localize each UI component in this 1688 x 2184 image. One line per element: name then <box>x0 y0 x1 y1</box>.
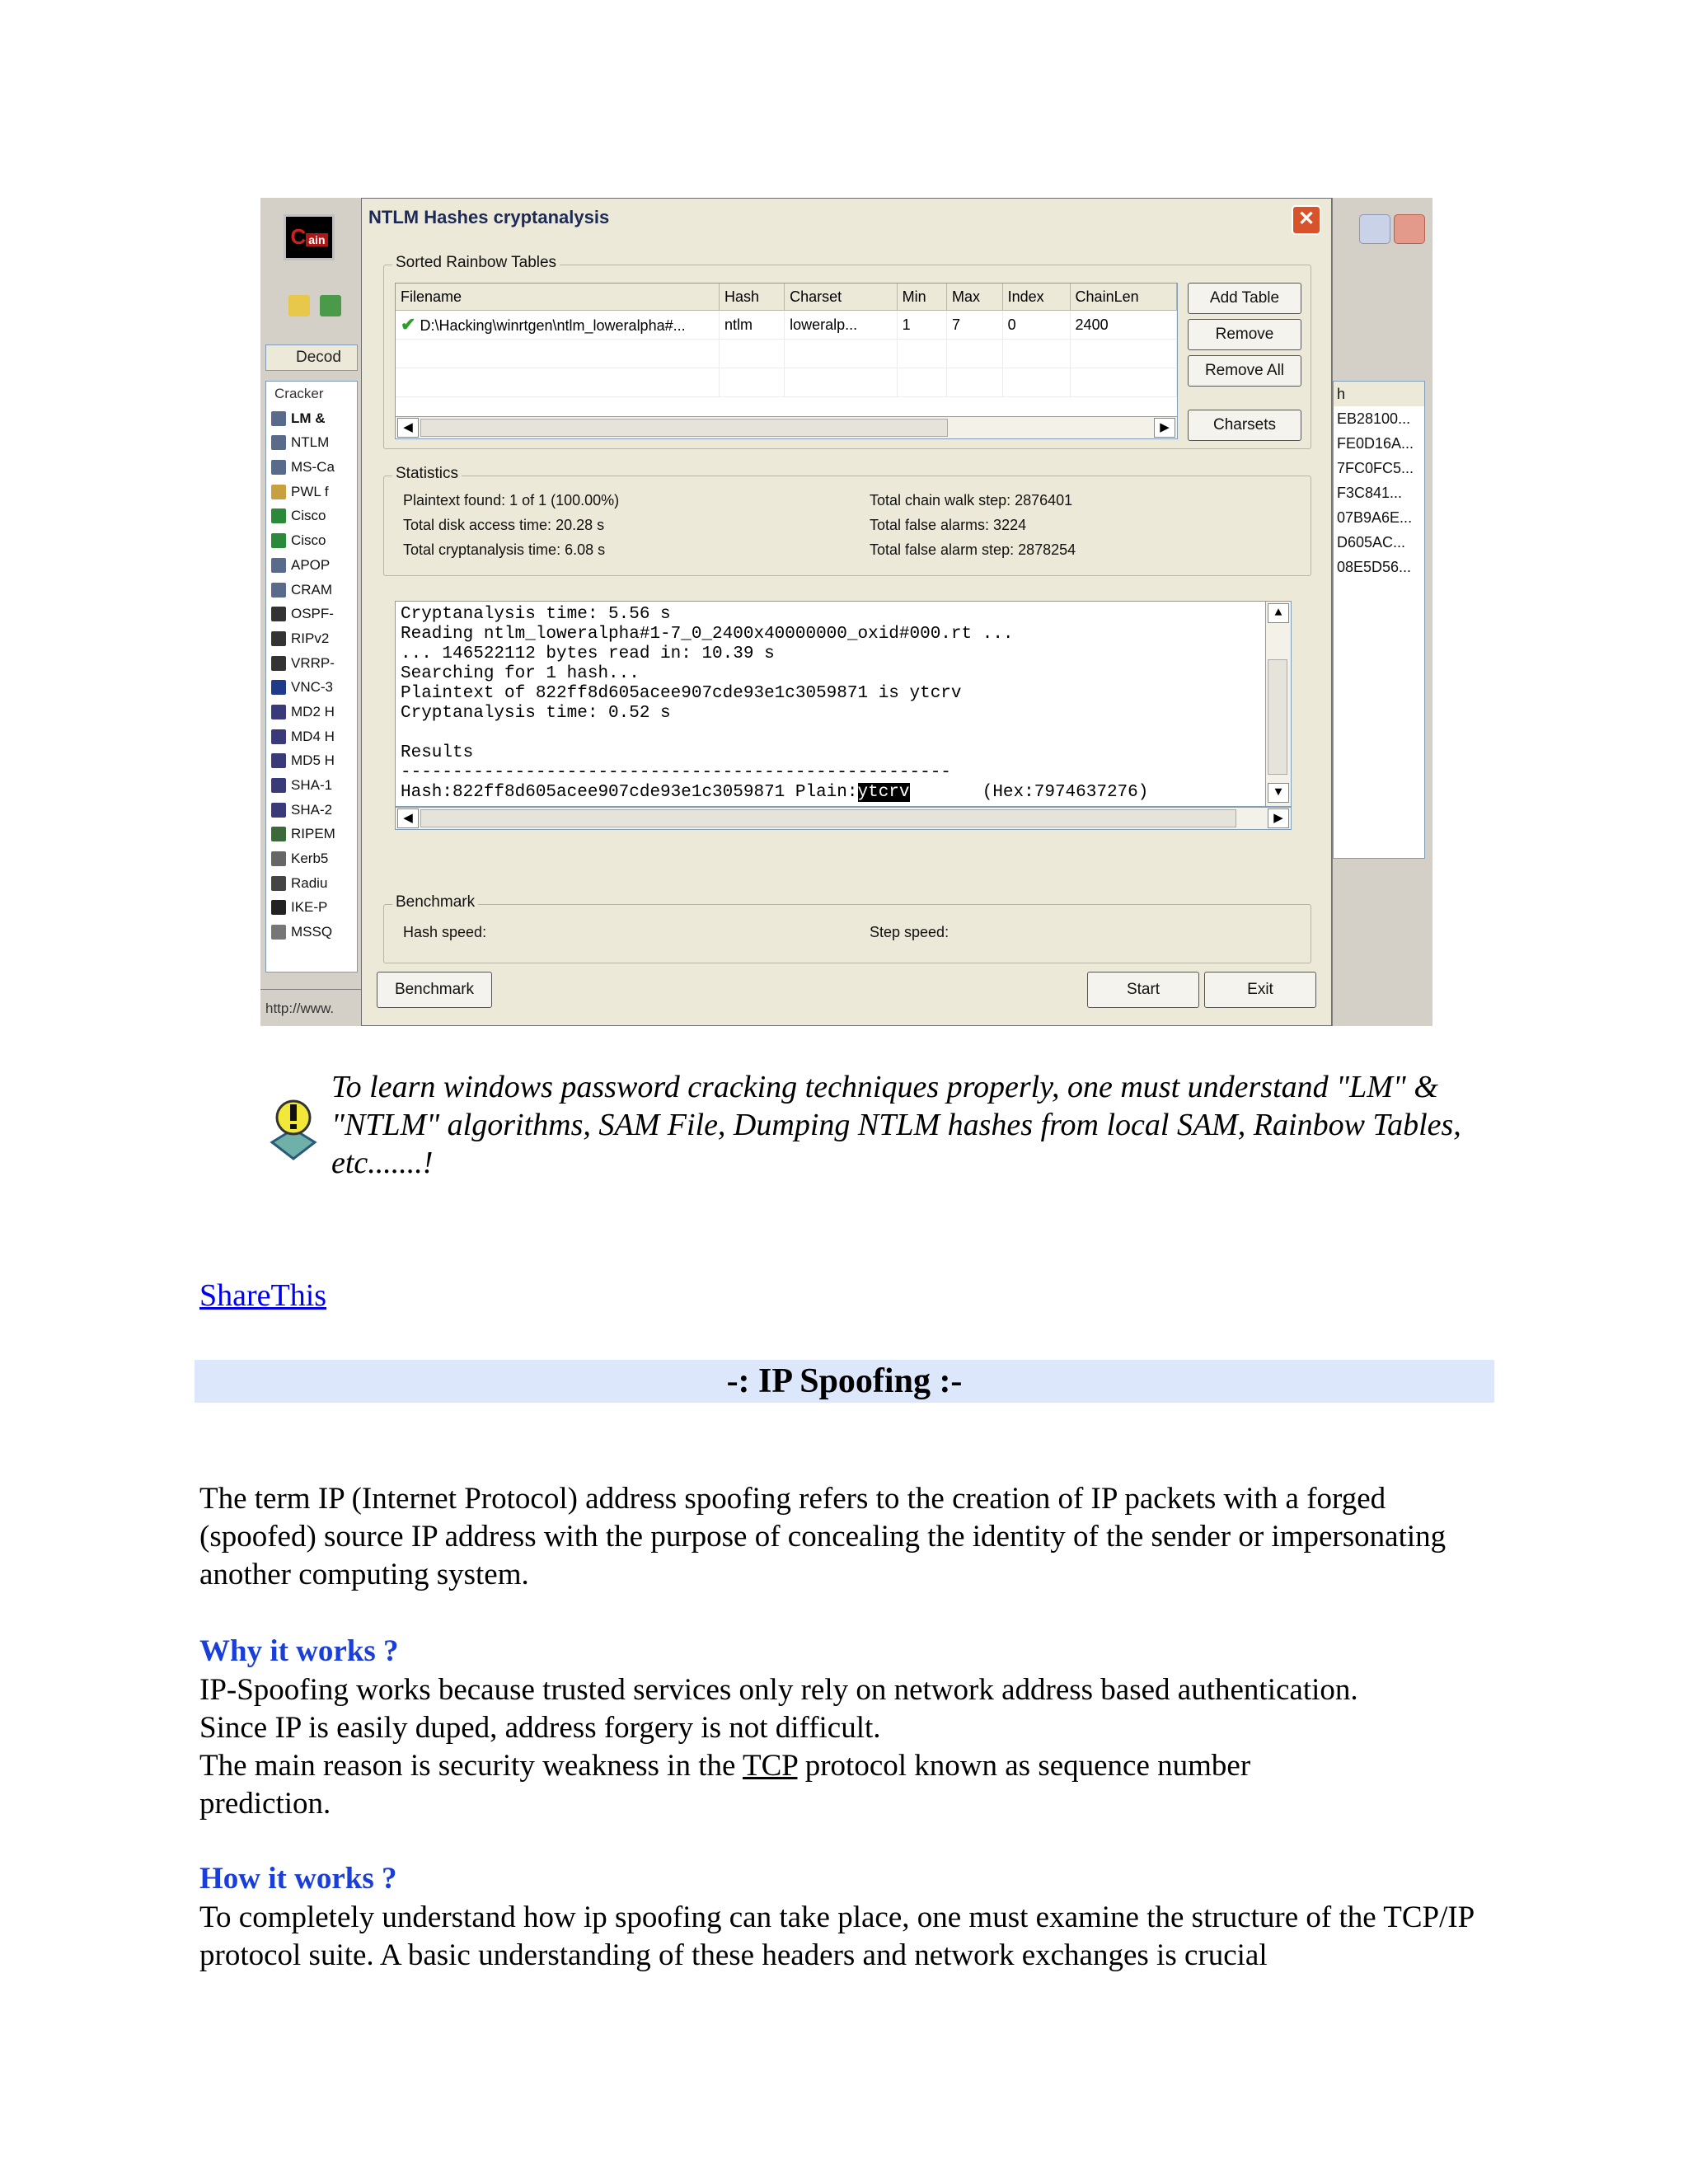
tree-item[interactable]: SHA-2 <box>266 798 357 823</box>
cell-min: 1 <box>897 311 946 340</box>
hash-speed: Hash speed: <box>403 924 487 940</box>
log-vscrollbar[interactable] <box>1265 602 1291 806</box>
cell-hash: ntlm <box>720 311 785 340</box>
column-index[interactable]: Index <box>1002 284 1070 311</box>
scroll-right-icon[interactable]: ▶ <box>1154 418 1175 438</box>
cell-index: 0 <box>1002 311 1070 340</box>
intro-paragraph: The term IP (Internet Protocol) address spoofing refers to the creation of IP packets with a forged (spoofed) source IP address with the purpose of concealing the identity of the sender or impersonating another computing system. <box>199 1482 1447 1591</box>
cram-icon <box>271 583 286 598</box>
tree-item[interactable]: Kerb5 <box>266 846 357 871</box>
tree-item[interactable]: MD5 H <box>266 748 357 773</box>
hash-cell[interactable]: F3C841... <box>1337 485 1403 501</box>
false-alarms: Total false alarms: 3224 <box>870 517 1027 533</box>
tree-item[interactable]: MSSQ <box>266 920 357 944</box>
rainbow-tables-list[interactable] <box>395 283 1178 438</box>
maximize-icon[interactable] <box>1359 214 1390 244</box>
tree-item[interactable]: MS-Ca <box>266 455 357 480</box>
md4-icon <box>271 729 286 744</box>
cell-chainlen: 2400 <box>1070 311 1176 340</box>
column-min[interactable]: Min <box>897 284 946 311</box>
column-chainlen[interactable]: ChainLen <box>1070 284 1176 311</box>
ripemd-icon <box>271 827 286 841</box>
sha2-icon <box>271 803 286 818</box>
rip-icon <box>271 631 286 646</box>
decoders-tab-label: Decod <box>296 349 341 366</box>
cell-charset: loweralp... <box>785 311 898 340</box>
tree-item[interactable]: Cisco <box>266 528 357 553</box>
cain-logo: C ain <box>284 214 335 260</box>
tree-item[interactable]: NTLM <box>266 430 357 455</box>
chain-walk-step: Total chain walk step: 2876401 <box>870 492 1073 509</box>
cisco-icon <box>271 533 286 548</box>
cryptanalysis-time: Total cryptanalysis time: 6.08 s <box>403 541 606 558</box>
dialog-title: NTLM Hashes cryptanalysis <box>368 207 610 227</box>
start-button[interactable]: Start <box>1087 972 1199 1008</box>
add-table-button[interactable]: Add Table <box>1188 283 1301 314</box>
window-controls <box>1359 214 1428 244</box>
why-line-2: Since IP is easily duped, address forgery is not difficult. <box>199 1711 881 1745</box>
scroll-right-icon[interactable]: ▶ <box>1268 808 1289 828</box>
group-label: Benchmark <box>392 893 478 912</box>
disk-access-time: Total disk access time: 20.28 s <box>403 517 605 533</box>
why-heading: Why it works ? <box>199 1634 399 1668</box>
remove-all-button[interactable]: Remove All <box>1188 355 1301 387</box>
close-icon[interactable]: ✕ <box>1292 205 1321 235</box>
scroll-left-icon[interactable]: ◀ <box>397 418 419 438</box>
column-header[interactable]: h <box>1334 382 1424 406</box>
column-max[interactable]: Max <box>947 284 1003 311</box>
how-heading: How it works ? <box>199 1862 397 1896</box>
tree-item[interactable]: Cisco <box>266 504 357 528</box>
status-url: http://www. <box>260 989 361 1026</box>
checkmark-icon: ✔ <box>401 314 416 335</box>
cisco-icon <box>271 509 286 523</box>
ospf-icon <box>271 607 286 621</box>
exit-button[interactable]: Exit <box>1204 972 1316 1008</box>
tree-item[interactable]: MD2 H <box>266 700 357 724</box>
how-paragraph: To completely understand how ip spoofing can take place, one must examine the structure of the TCP/IP protocol suite. A basic understanding of these headers and network exchanges is crucial <box>199 1900 1474 1972</box>
scroll-left-icon[interactable]: ◀ <box>397 808 419 828</box>
tree-item[interactable]: SHA-1 <box>266 773 357 798</box>
table-row[interactable] <box>396 311 1177 340</box>
tree-item[interactable]: MD4 H <box>266 724 357 749</box>
log-line: Cryptanalysis time: 0.52 s <box>401 704 671 723</box>
selected-plaintext[interactable]: ytcrv <box>857 783 910 802</box>
decoders-tab[interactable] <box>265 344 358 371</box>
log-line: Plaintext of 822ff8d605acee907cde93e1c3059871 is ytcrv <box>401 684 962 703</box>
scroll-up-icon[interactable]: ▲ <box>1268 603 1289 623</box>
why-line-1: IP-Spoofing works because trusted services only rely on network address based authentication. <box>199 1673 1358 1707</box>
log-line <box>401 724 1286 743</box>
tree-item[interactable]: PWL f <box>266 480 357 504</box>
hash-cell[interactable]: 07B9A6E... <box>1337 509 1413 526</box>
hash-cell[interactable]: 08E5D56... <box>1337 559 1412 575</box>
mschap-icon <box>271 460 286 475</box>
md2-icon <box>271 705 286 719</box>
remove-button[interactable]: Remove <box>1188 319 1301 350</box>
tree-item[interactable]: Radiu <box>266 871 357 896</box>
section-title: -: IP Spoofing :- <box>726 1362 963 1400</box>
ntlm-cryptanalysis-dialog <box>361 198 1332 1026</box>
pwl-icon <box>271 485 286 499</box>
log-line: ... 146522112 bytes read in: 10.39 s <box>401 644 775 663</box>
plugin-icon[interactable] <box>320 295 341 316</box>
cain-screenshot <box>260 198 1432 1026</box>
share-this-link[interactable]: ShareThis <box>199 1278 327 1313</box>
tip-text: To learn windows password cracking techniques properly, one must understand "LM" & "NTLM" algorithms, SAM File, Dumping NTLM hashes from local SAM, Rainbow Tables, etc.......! <box>331 1070 1461 1180</box>
tree-item[interactable]: IKE-P <box>266 895 357 920</box>
tree-item[interactable]: APOP <box>266 553 357 578</box>
cryptanalysis-log[interactable] <box>395 601 1292 807</box>
tree-item[interactable]: LM & <box>266 406 357 431</box>
hash-cell[interactable]: D605AC... <box>1337 534 1406 551</box>
md5-icon <box>271 753 286 768</box>
folder-icon[interactable] <box>288 295 310 316</box>
log-hscrollbar[interactable] <box>395 807 1292 830</box>
apop-icon <box>271 558 286 573</box>
tree-item[interactable]: RIPv2 <box>266 626 357 651</box>
radius-icon <box>271 876 286 891</box>
log-line: Searching for 1 hash... <box>401 664 640 683</box>
log-line: Results <box>401 743 474 762</box>
log-line: ----------------------------------------------------- <box>401 763 951 782</box>
vnc-icon <box>271 680 286 695</box>
ntlm-hash-icon <box>271 435 286 450</box>
ike-icon <box>271 900 286 915</box>
column-filename[interactable]: Filename <box>396 284 720 311</box>
group-label: Sorted Rainbow Tables <box>392 254 560 272</box>
tree-item[interactable]: VNC-3 <box>266 675 357 700</box>
plaintext-found: Plaintext found: 1 of 1 (100.00%) <box>403 492 620 509</box>
tree-item[interactable]: RIPEM <box>266 822 357 846</box>
cell-max: 7 <box>947 311 1003 340</box>
log-line: Reading ntlm_loweralpha#1-7_0_2400x40000000_oxid#000.rt ... <box>401 625 1014 644</box>
mssql-icon <box>271 925 286 940</box>
tree-item[interactable]: OSPF- <box>266 602 357 626</box>
benchmark-button[interactable]: Benchmark <box>377 972 492 1008</box>
tree-item[interactable]: VRRP- <box>266 651 357 676</box>
group-label: Statistics <box>392 465 462 483</box>
lm-hash-icon <box>271 411 286 426</box>
close-icon[interactable] <box>1394 214 1425 244</box>
hash-cell[interactable]: FE0D16A... <box>1337 435 1414 452</box>
sha1-icon <box>271 778 286 793</box>
hash-cell[interactable]: EB28100... <box>1337 410 1411 427</box>
false-alarm-step: Total false alarm step: 2878254 <box>870 541 1076 558</box>
tcp-link[interactable]: TCP <box>742 1749 798 1783</box>
result-line: Hash:822ff8d605acee907cde93e1c3059871 Plain:ytcrv (Hex:7974637276) <box>401 783 1149 802</box>
tree-root-cracker[interactable]: Cracker <box>274 386 324 401</box>
column-hash[interactable]: Hash <box>720 284 785 311</box>
step-speed: Step speed: <box>870 924 950 940</box>
vrrp-icon <box>271 656 286 671</box>
benchmark-group <box>383 893 1311 963</box>
scroll-thumb[interactable] <box>420 809 1236 827</box>
scroll-thumb[interactable] <box>420 419 948 437</box>
hash-list[interactable] <box>1333 381 1425 859</box>
log-line: Cryptanalysis time: 5.56 s <box>401 605 671 624</box>
kerberos-icon <box>271 851 286 866</box>
cain-main-window-right <box>1332 198 1432 1026</box>
tree-item[interactable]: CRAM <box>266 578 357 602</box>
hash-cell[interactable]: 7FC0FC5... <box>1337 460 1414 476</box>
why-line-3: The main reason is security weakness in the TCP protocol known as sequence number prediction. <box>199 1749 1251 1821</box>
charsets-button[interactable]: Charsets <box>1188 410 1301 441</box>
cain-main-window-left <box>260 198 362 1026</box>
cracker-tree[interactable] <box>265 381 358 972</box>
table-hscrollbar[interactable] <box>395 416 1178 439</box>
cell-filename: ✔ D:\Hacking\winrtgen\ntlm_loweralpha#... <box>396 311 720 340</box>
scroll-thumb[interactable] <box>1268 659 1287 775</box>
scroll-down-icon[interactable]: ▼ <box>1268 783 1289 803</box>
lightbulb-tip-icon <box>269 1096 318 1160</box>
column-charset[interactable]: Charset <box>785 284 898 311</box>
section-header-bar <box>195 1360 1494 1403</box>
